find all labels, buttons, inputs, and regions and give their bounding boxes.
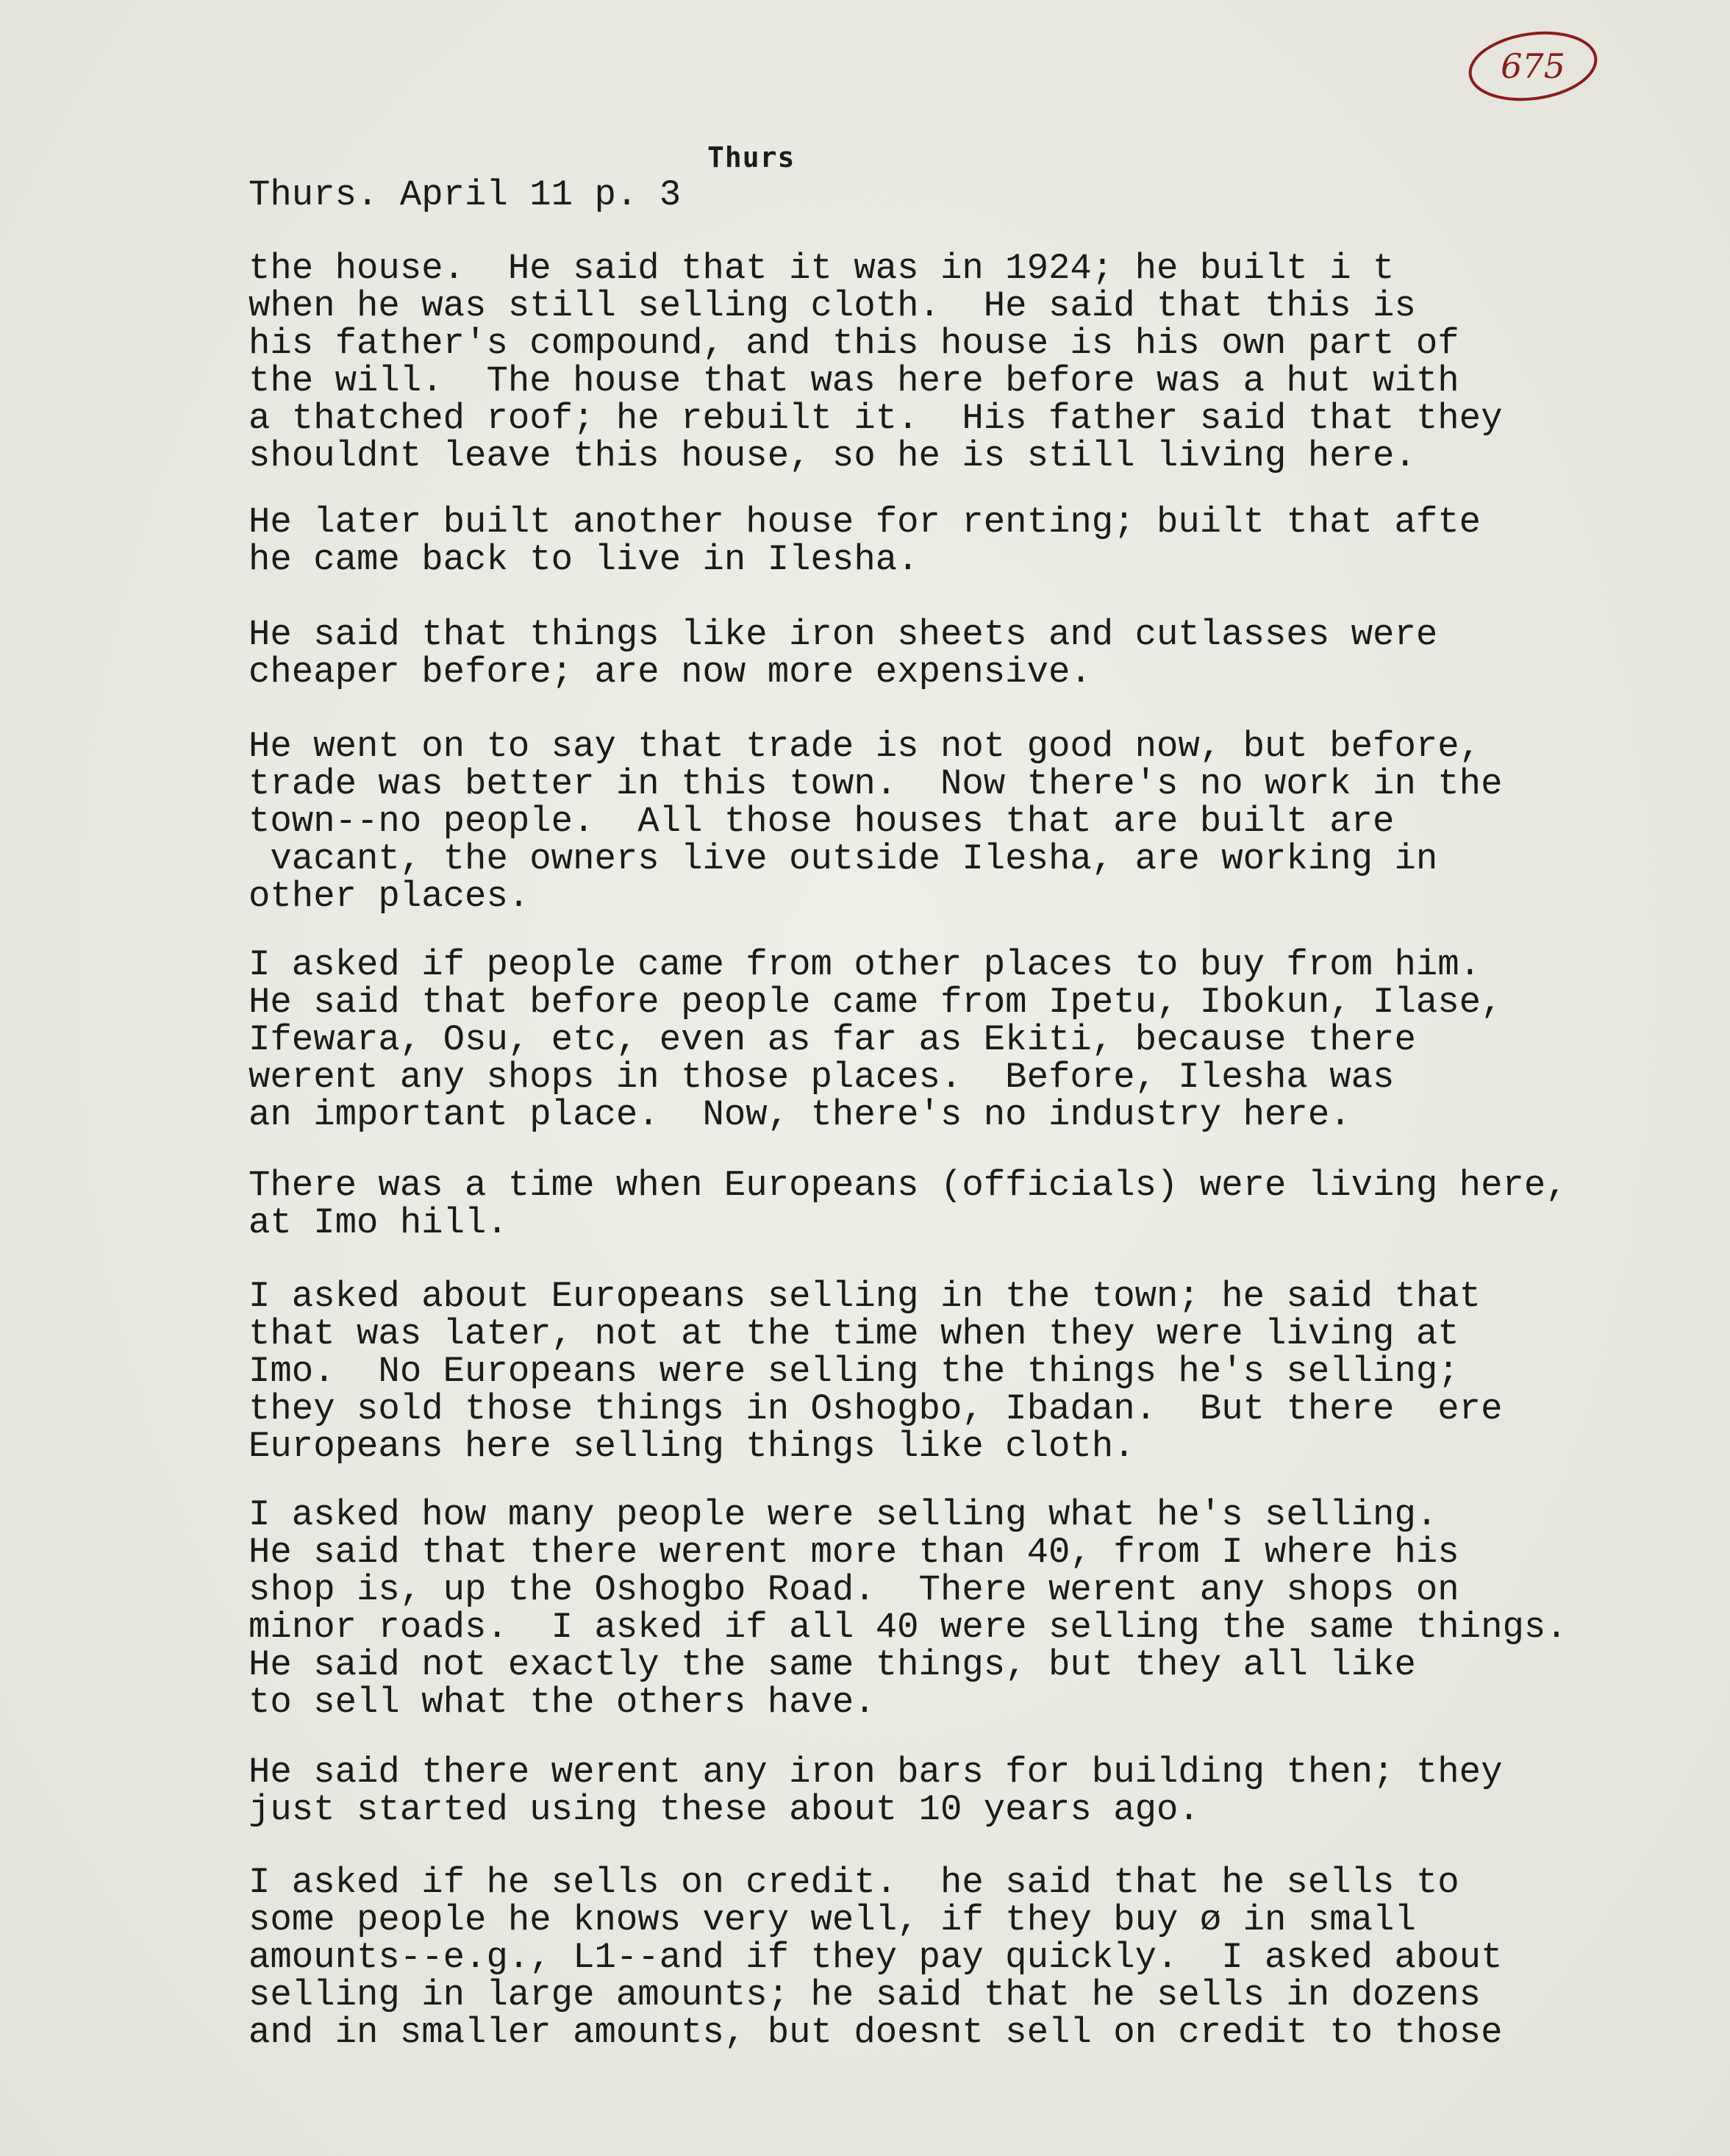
text-line: He went on to say that trade is not good now, but before, [249,726,1481,767]
text-line: amounts--e.g., L1--and if they pay quickly. I asked about [249,1937,1503,1978]
paragraph [249,946,1502,1134]
text-line: Imo. No Europeans were selling the things he's selling; [249,1351,1459,1392]
text-line: trade was better in this town. Now there's no work in the [249,763,1503,804]
text-line: cheaper before; are now more expensive. [249,652,1092,693]
text-line: to sell what the others have. [249,1682,876,1723]
text-line: I asked if he sells on credit. he said that he sells to [249,1862,1459,1903]
paragraph [249,1278,1502,1466]
text-line: the house. He said that it was in 1924; he built i t [249,248,1395,289]
text-line: He said that there werent more than 40, from I where his [249,1532,1459,1573]
text-line: He said that things like iron sheets and cutlasses were [249,614,1438,655]
text-line: he came back to live in Ilesha. [249,539,919,580]
struck-heading [707,141,795,174]
handwritten-page-number [1463,28,1603,109]
text-line: his father's compound, and this house is his own part of [249,323,1459,364]
text-line: they sold those things in Oshogbo, Ibadan. But there ere [249,1388,1503,1429]
text-line: when he was still selling cloth. He said that this is [249,285,1416,326]
text-line: a thatched roof; he rebuilt it. His father said that they [249,398,1503,439]
text-line: He said not exactly the same things, but they all like [249,1644,1416,1685]
text-line: at Imo hill. [249,1202,508,1243]
paragraph [249,728,1502,915]
text-line: He said that before people came from Ipetu, Ibokun, Ilase, [249,982,1503,1023]
text-line: just started using these about 10 years ago. [249,1789,1200,1830]
paragraph [249,1167,1568,1242]
text-line: Ifewara, Osu, etc, even as far as Ekiti, because there [249,1019,1416,1060]
text-line: some people he knows very well, if they buy ø in small [249,1899,1416,1941]
text-line: shop is, up the Oshogbo Road. There werent any shops on [249,1569,1459,1610]
paragraph [249,1864,1502,2052]
text-line: He said there werent any iron bars for building then; they [249,1752,1503,1793]
text-line: shouldnt leave this house, so he is still living here. [249,435,1416,476]
paragraph [249,1496,1568,1721]
text-line: other places. [249,876,530,917]
text-line: He later built another house for renting; built that afte [249,501,1481,543]
text-line: Europeans here selling things like cloth. [249,1426,1135,1467]
text-line: an important place. Now, there's no industry here. [249,1094,1351,1135]
text-line: and in smaller amounts, but doesnt sell on credit to those [249,2012,1503,2053]
text-line: I asked if people came from other places to buy from him. [249,944,1481,985]
text-line: minor roads. I asked if all 40 were selling the same things. [249,1607,1568,1648]
text-line: vacant, the owners live outside Ilesha, are working in [249,838,1438,879]
page-number-circle [1463,28,1603,109]
text-line: the will. The house that was here before was a hut with [249,360,1459,401]
paragraph [249,1754,1502,1829]
paragraph [249,616,1437,691]
paragraph [249,250,1502,475]
text-line: There was a time when Europeans (officials) were living here, [249,1165,1568,1206]
text-line: that was later, not at the time when they were living at [249,1313,1459,1354]
date-line: Thurs. April 11 p. 3 [249,174,682,215]
text-line: werent any shops in those places. Before, Ilesha was [249,1057,1395,1098]
text-line: I asked how many people were selling what he's selling. [249,1494,1438,1535]
text-line: town--no people. All those houses that are built are [249,801,1395,842]
text-line: selling in large amounts; he said that he sells in dozens [249,1974,1481,2016]
struck-heading-text: Thurs [707,141,796,174]
paragraph [249,501,1481,580]
page-number-text: 675 [1501,46,1565,86]
text-line: I asked about Europeans selling in the town; he said that [249,1276,1481,1317]
